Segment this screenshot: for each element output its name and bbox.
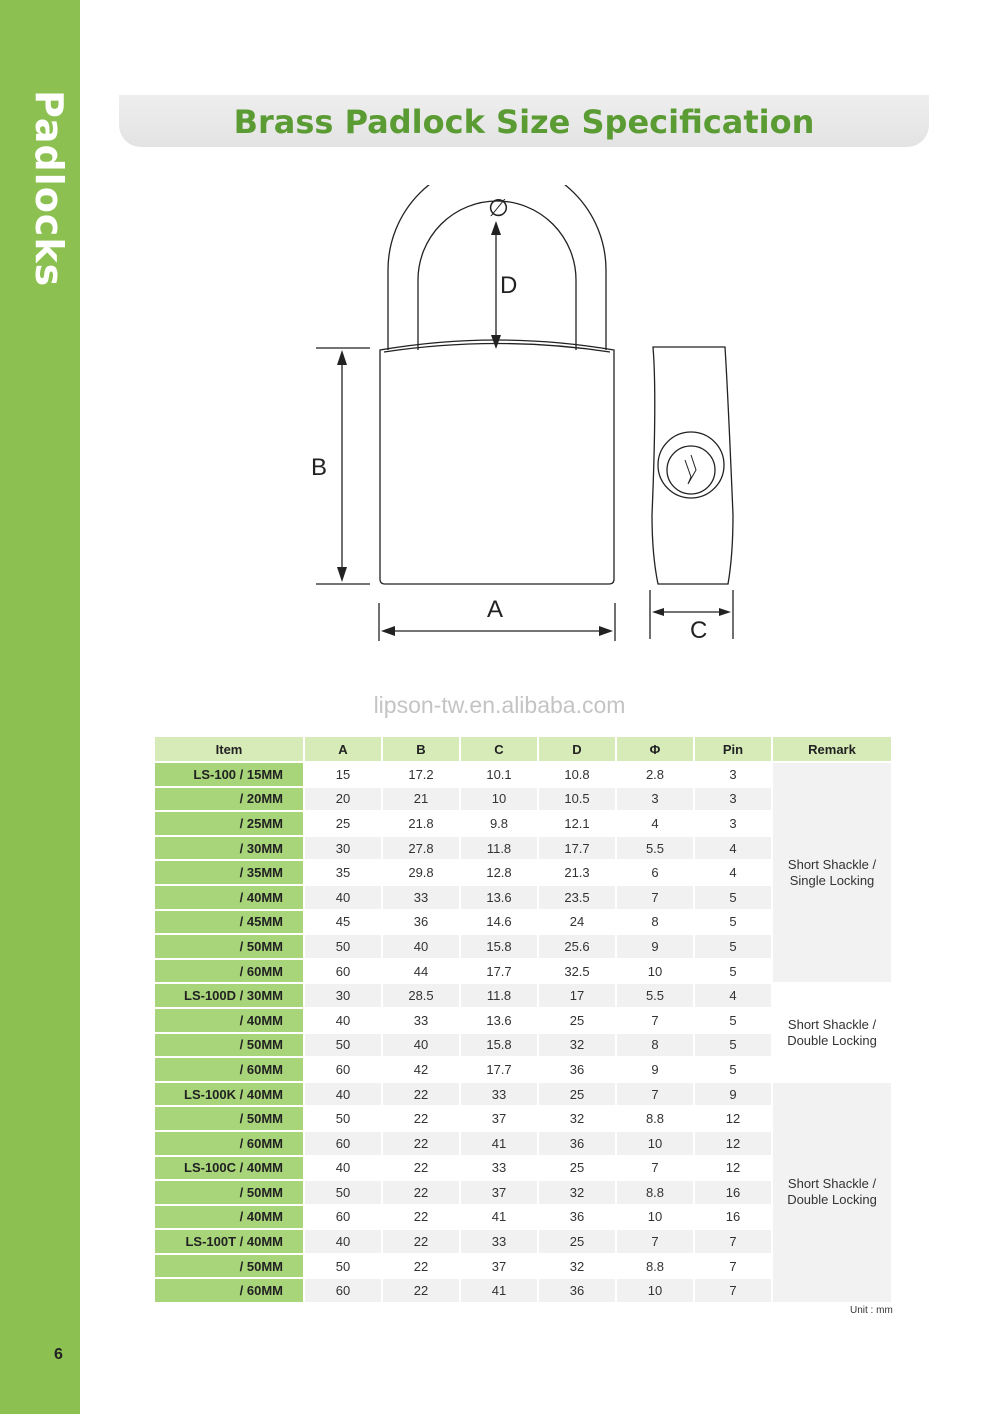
value-cell: 36 <box>539 1206 617 1231</box>
value-cell: 7 <box>617 1230 695 1255</box>
value-cell: 40 <box>305 1009 383 1034</box>
value-cell: 41 <box>461 1132 539 1157</box>
table-row <box>155 763 893 788</box>
value-cell: 32.5 <box>539 960 617 985</box>
sidebar-label: Padlocks <box>27 90 71 288</box>
value-cell: 36 <box>539 1132 617 1157</box>
value-cell: 3 <box>617 788 695 813</box>
dimension-c-label: C <box>690 617 708 644</box>
remark-line: Short Shackle / <box>787 1176 877 1192</box>
value-cell: 12.1 <box>539 812 617 837</box>
value-cell: 14.6 <box>461 911 539 936</box>
value-cell: 7 <box>617 1083 695 1108</box>
dimension-b-label: B <box>311 454 328 481</box>
value-cell: 32 <box>539 1255 617 1280</box>
value-cell: 8.8 <box>617 1181 695 1206</box>
value-cell: 36 <box>383 911 461 936</box>
value-cell: 33 <box>383 1009 461 1034</box>
watermark: lipson-tw.en.alibaba.com <box>373 692 626 718</box>
item-cell: LS-100C / 40MM <box>155 1157 305 1182</box>
value-cell: 40 <box>305 1230 383 1255</box>
value-cell: 37 <box>461 1255 539 1280</box>
item-cell: / 50MM <box>155 1107 305 1132</box>
value-cell: 22 <box>383 1132 461 1157</box>
page-title: Brass Padlock Size Specification <box>233 103 815 141</box>
item-cell: / 30MM <box>155 837 305 862</box>
item-cell: / 60MM <box>155 960 305 985</box>
value-cell: 17.2 <box>383 763 461 788</box>
value-cell: 7 <box>695 1255 773 1280</box>
value-cell: 13.6 <box>461 1009 539 1034</box>
value-cell: 40 <box>383 1034 461 1059</box>
value-cell: 33 <box>461 1157 539 1182</box>
remark-line: Single Locking <box>789 872 875 888</box>
value-cell: 33 <box>461 1083 539 1108</box>
value-cell: 11.8 <box>461 837 539 862</box>
item-cell: / 20MM <box>155 788 305 813</box>
remark-cell <box>773 984 893 1082</box>
value-cell: 40 <box>383 935 461 960</box>
value-cell: 25 <box>539 1157 617 1182</box>
header-remark: Remark <box>773 737 893 763</box>
value-cell: 50 <box>305 1107 383 1132</box>
value-cell: 5 <box>695 911 773 936</box>
item-cell: / 25MM <box>155 812 305 837</box>
value-cell: 37 <box>461 1107 539 1132</box>
value-cell: 50 <box>305 1255 383 1280</box>
value-cell: 40 <box>305 1157 383 1182</box>
value-cell: 5 <box>695 1058 773 1083</box>
remark-line: Double Locking <box>787 1032 877 1048</box>
value-cell: 5.5 <box>617 837 695 862</box>
item-cell: LS-100D / 30MM <box>155 984 305 1009</box>
value-cell: 42 <box>383 1058 461 1083</box>
item-cell: / 40MM <box>155 886 305 911</box>
value-cell: 29.8 <box>383 861 461 886</box>
value-cell: 36 <box>539 1279 617 1304</box>
value-cell: 5 <box>695 1009 773 1034</box>
value-cell: 10 <box>461 788 539 813</box>
value-cell: 16 <box>695 1206 773 1231</box>
value-cell: 25 <box>539 1230 617 1255</box>
value-cell: 25 <box>539 1083 617 1108</box>
table-row <box>155 1083 893 1108</box>
value-cell: 9 <box>617 1058 695 1083</box>
value-cell: 41 <box>461 1279 539 1304</box>
keyhole-inner <box>667 446 715 494</box>
page-number: 6 <box>54 1346 63 1363</box>
value-cell: 7 <box>617 1009 695 1034</box>
item-cell: / 40MM <box>155 1009 305 1034</box>
value-cell: 33 <box>461 1230 539 1255</box>
value-cell: 21 <box>383 788 461 813</box>
value-cell: 2.8 <box>617 763 695 788</box>
unit-note: Unit : mm <box>850 1305 893 1316</box>
value-cell: 13.6 <box>461 886 539 911</box>
value-cell: 35 <box>305 861 383 886</box>
value-cell: 22 <box>383 1157 461 1182</box>
value-cell: 5 <box>695 1034 773 1059</box>
item-cell: / 35MM <box>155 861 305 886</box>
value-cell: 45 <box>305 911 383 936</box>
value-cell: 5.5 <box>617 984 695 1009</box>
item-cell: / 45MM <box>155 911 305 936</box>
value-cell: 10.1 <box>461 763 539 788</box>
value-cell: 8 <box>617 911 695 936</box>
value-cell: 17 <box>539 984 617 1009</box>
padlock-body <box>380 340 614 584</box>
item-cell: / 50MM <box>155 1034 305 1059</box>
item-cell: / 60MM <box>155 1132 305 1157</box>
item-cell: / 60MM <box>155 1058 305 1083</box>
value-cell: 8 <box>617 1034 695 1059</box>
value-cell: 32 <box>539 1107 617 1132</box>
value-cell: 30 <box>305 837 383 862</box>
value-cell: 10 <box>617 960 695 985</box>
value-cell: 17.7 <box>539 837 617 862</box>
value-cell: 10 <box>617 1132 695 1157</box>
value-cell: 10.8 <box>539 763 617 788</box>
shackle-inner <box>418 201 576 350</box>
value-cell: 50 <box>305 1181 383 1206</box>
value-cell: 50 <box>305 935 383 960</box>
value-cell: 40 <box>305 886 383 911</box>
value-cell: 6 <box>617 861 695 886</box>
value-cell: 7 <box>617 886 695 911</box>
item-cell: / 50MM <box>155 1255 305 1280</box>
value-cell: 22 <box>383 1230 461 1255</box>
value-cell: 7 <box>695 1230 773 1255</box>
value-cell: 44 <box>383 960 461 985</box>
value-cell: 22 <box>383 1181 461 1206</box>
phi-label: ∅ <box>488 195 509 222</box>
header-item: Item <box>155 737 305 763</box>
value-cell: 9.8 <box>461 812 539 837</box>
value-cell: 3 <box>695 812 773 837</box>
value-cell: 27.8 <box>383 837 461 862</box>
header-pin: Pin <box>695 737 773 763</box>
header-phi: Φ <box>617 737 695 763</box>
header-d: D <box>539 737 617 763</box>
item-cell: / 60MM <box>155 1279 305 1304</box>
value-cell: 25.6 <box>539 935 617 960</box>
value-cell: 36 <box>539 1058 617 1083</box>
remark-cell <box>773 1083 893 1304</box>
value-cell: 12 <box>695 1107 773 1132</box>
value-cell: 7 <box>695 1279 773 1304</box>
value-cell: 22 <box>383 1107 461 1132</box>
value-cell: 23.5 <box>539 886 617 911</box>
header-c: C <box>461 737 539 763</box>
value-cell: 12 <box>695 1157 773 1182</box>
item-cell: LS-100 / 15MM <box>155 763 305 788</box>
value-cell: 60 <box>305 960 383 985</box>
value-cell: 32 <box>539 1034 617 1059</box>
header-a: A <box>305 737 383 763</box>
value-cell: 5 <box>695 960 773 985</box>
title-bar <box>119 95 929 147</box>
value-cell: 41 <box>461 1206 539 1231</box>
value-cell: 40 <box>305 1083 383 1108</box>
value-cell: 5 <box>695 935 773 960</box>
item-cell: LS-100K / 40MM <box>155 1083 305 1108</box>
value-cell: 4 <box>695 984 773 1009</box>
value-cell: 9 <box>617 935 695 960</box>
value-cell: 33 <box>383 886 461 911</box>
value-cell: 50 <box>305 1034 383 1059</box>
value-cell: 4 <box>617 812 695 837</box>
value-cell: 32 <box>539 1181 617 1206</box>
value-cell: 16 <box>695 1181 773 1206</box>
value-cell: 24 <box>539 911 617 936</box>
value-cell: 25 <box>305 812 383 837</box>
spec-table <box>155 737 893 1304</box>
item-cell: / 50MM <box>155 1181 305 1206</box>
table-row <box>155 984 893 1009</box>
value-cell: 17.7 <box>461 1058 539 1083</box>
item-cell: / 40MM <box>155 1206 305 1231</box>
value-cell: 12.8 <box>461 861 539 886</box>
value-cell: 5 <box>695 886 773 911</box>
header-b: B <box>383 737 461 763</box>
table-header-row <box>155 737 893 763</box>
value-cell: 22 <box>383 1255 461 1280</box>
item-cell: / 50MM <box>155 935 305 960</box>
value-cell: 3 <box>695 788 773 813</box>
value-cell: 10.5 <box>539 788 617 813</box>
value-cell: 60 <box>305 1132 383 1157</box>
value-cell: 22 <box>383 1206 461 1231</box>
value-cell: 15 <box>305 763 383 788</box>
value-cell: 28.5 <box>383 984 461 1009</box>
value-cell: 11.8 <box>461 984 539 1009</box>
value-cell: 3 <box>695 763 773 788</box>
table-body <box>155 763 893 1304</box>
remark-line: Double Locking <box>787 1192 877 1208</box>
remark-cell <box>773 763 893 984</box>
value-cell: 22 <box>383 1083 461 1108</box>
dimension-d-label: D <box>500 272 518 299</box>
value-cell: 8.8 <box>617 1255 695 1280</box>
value-cell: 7 <box>617 1157 695 1182</box>
value-cell: 25 <box>539 1009 617 1034</box>
value-cell: 10 <box>617 1279 695 1304</box>
padlock-diagram <box>300 185 750 655</box>
value-cell: 9 <box>695 1083 773 1108</box>
item-cell: LS-100T / 40MM <box>155 1230 305 1255</box>
value-cell: 30 <box>305 984 383 1009</box>
value-cell: 8.8 <box>617 1107 695 1132</box>
value-cell: 21.8 <box>383 812 461 837</box>
value-cell: 4 <box>695 861 773 886</box>
padlock-side-view <box>652 347 733 584</box>
value-cell: 15.8 <box>461 935 539 960</box>
remark-line: Short Shackle / <box>787 1016 877 1032</box>
dimension-a-label: A <box>487 596 504 623</box>
remark-line: Short Shackle / <box>787 856 877 872</box>
value-cell: 15.8 <box>461 1034 539 1059</box>
value-cell: 22 <box>383 1279 461 1304</box>
value-cell: 10 <box>617 1206 695 1231</box>
value-cell: 4 <box>695 837 773 862</box>
value-cell: 17.7 <box>461 960 539 985</box>
value-cell: 60 <box>305 1058 383 1083</box>
value-cell: 21.3 <box>539 861 617 886</box>
value-cell: 20 <box>305 788 383 813</box>
value-cell: 37 <box>461 1181 539 1206</box>
value-cell: 60 <box>305 1279 383 1304</box>
value-cell: 60 <box>305 1206 383 1231</box>
value-cell: 12 <box>695 1132 773 1157</box>
